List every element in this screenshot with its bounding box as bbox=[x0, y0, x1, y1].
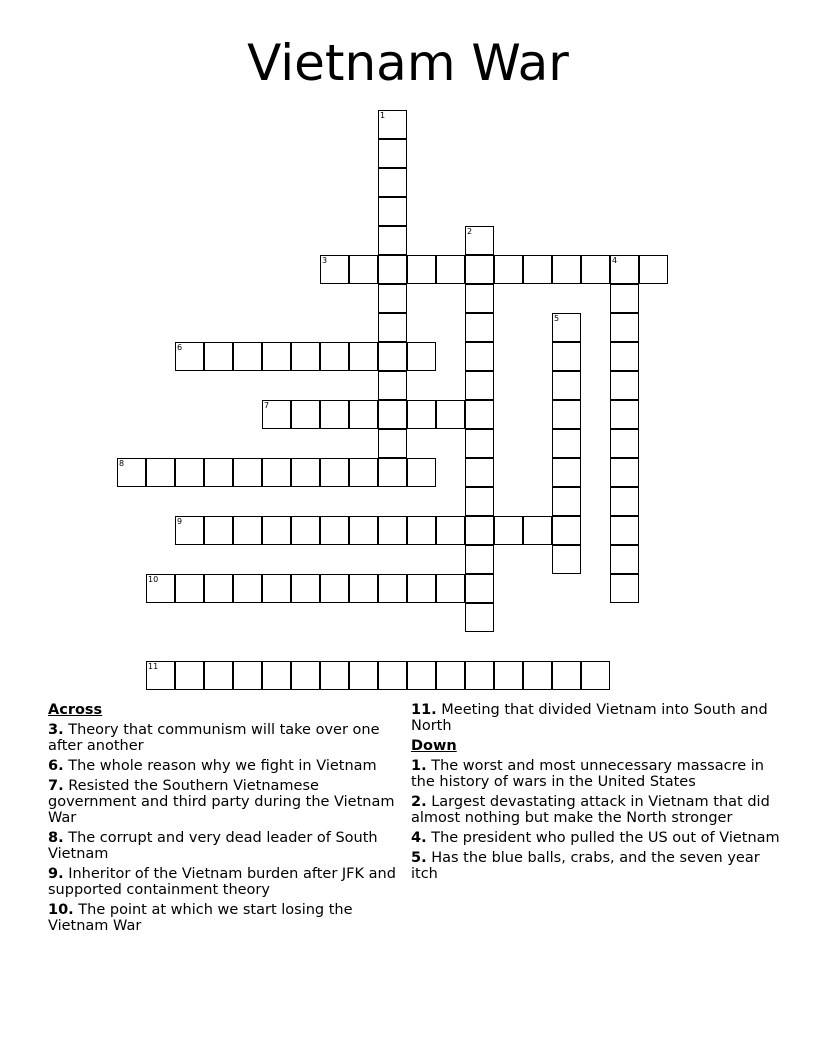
grid-cell[interactable] bbox=[465, 313, 494, 342]
grid-cell[interactable] bbox=[552, 487, 581, 516]
grid-cell[interactable] bbox=[233, 574, 262, 603]
grid-cell[interactable] bbox=[204, 342, 233, 371]
grid-cell[interactable] bbox=[349, 400, 378, 429]
grid-cell[interactable] bbox=[146, 661, 175, 690]
grid-cell[interactable] bbox=[233, 661, 262, 690]
clue-across-9: 9. Inheritor of the Vietnam burden after JFK and supported containment theory bbox=[48, 866, 396, 898]
clue-across-10: 10. The point at which we start losing the Vietnam War bbox=[48, 902, 353, 934]
grid-cell[interactable] bbox=[407, 574, 436, 603]
grid-cell[interactable] bbox=[291, 516, 320, 545]
grid-cell[interactable] bbox=[494, 661, 523, 690]
grid-cell[interactable] bbox=[291, 574, 320, 603]
clues-column-left bbox=[48, 702, 408, 938]
grid-cell[interactable] bbox=[552, 516, 581, 545]
grid-cell[interactable] bbox=[378, 342, 407, 371]
grid-cell[interactable] bbox=[407, 661, 436, 690]
grid-cell[interactable] bbox=[175, 574, 204, 603]
grid-cell[interactable] bbox=[378, 168, 407, 197]
grid-cell[interactable] bbox=[639, 255, 668, 284]
grid-cell[interactable] bbox=[146, 574, 175, 603]
grid-cell[interactable] bbox=[378, 458, 407, 487]
clue-number: 10 bbox=[148, 575, 159, 584]
grid-cell[interactable] bbox=[610, 284, 639, 313]
grid-cell[interactable] bbox=[146, 458, 175, 487]
grid-cell[interactable] bbox=[610, 371, 639, 400]
grid-cell[interactable] bbox=[378, 110, 407, 139]
grid-cell[interactable] bbox=[465, 284, 494, 313]
grid-cell[interactable] bbox=[262, 516, 291, 545]
clue-across-8: 8. The corrupt and very dead leader of South Vietnam bbox=[48, 830, 378, 862]
grid-cell[interactable] bbox=[407, 400, 436, 429]
grid-cell[interactable] bbox=[610, 458, 639, 487]
clue-across-11: 11. Meeting that divided Vietnam into South and North bbox=[411, 702, 768, 734]
clue-number: 7 bbox=[264, 401, 270, 410]
grid-cell[interactable] bbox=[494, 516, 523, 545]
grid-cell[interactable] bbox=[320, 255, 349, 284]
grid-cell[interactable] bbox=[320, 574, 349, 603]
grid-cell[interactable] bbox=[465, 661, 494, 690]
clue-number: 5 bbox=[554, 314, 560, 323]
grid-cell[interactable] bbox=[378, 284, 407, 313]
clue-number: 2 bbox=[467, 227, 473, 236]
grid-cell[interactable] bbox=[610, 516, 639, 545]
grid-cell[interactable] bbox=[349, 574, 378, 603]
grid-cell[interactable] bbox=[610, 342, 639, 371]
grid-cell[interactable] bbox=[349, 516, 378, 545]
grid-cell[interactable] bbox=[407, 458, 436, 487]
grid-cell[interactable] bbox=[494, 255, 523, 284]
clue-down-4: 4. The president who pulled the US out of Vietnam bbox=[411, 830, 780, 846]
grid-cell[interactable] bbox=[175, 516, 204, 545]
grid-cell[interactable] bbox=[378, 574, 407, 603]
grid-cell[interactable] bbox=[465, 400, 494, 429]
grid-cell[interactable] bbox=[465, 226, 494, 255]
clue-number: 8 bbox=[119, 459, 125, 468]
grid-cell[interactable] bbox=[610, 429, 639, 458]
clue-number: 9 bbox=[177, 517, 183, 526]
clue-down-1: 1. The worst and most unnecessary massacre in the history of wars in the United States bbox=[411, 758, 764, 790]
grid-cell[interactable] bbox=[610, 313, 639, 342]
grid-cell[interactable] bbox=[552, 313, 581, 342]
grid-cell[interactable] bbox=[349, 255, 378, 284]
grid-cell[interactable] bbox=[610, 255, 639, 284]
grid-cell[interactable] bbox=[523, 516, 552, 545]
grid-cell[interactable] bbox=[291, 400, 320, 429]
grid-cell[interactable] bbox=[610, 487, 639, 516]
grid-cell[interactable] bbox=[552, 545, 581, 574]
grid-cell[interactable] bbox=[465, 255, 494, 284]
grid-cell[interactable] bbox=[291, 661, 320, 690]
grid-cell[interactable] bbox=[117, 458, 146, 487]
grid-cell[interactable] bbox=[204, 516, 233, 545]
grid-cell[interactable] bbox=[175, 342, 204, 371]
clue-number: 4 bbox=[612, 256, 618, 265]
grid-cell[interactable] bbox=[610, 400, 639, 429]
grid-cell[interactable] bbox=[436, 400, 465, 429]
grid-cell[interactable] bbox=[204, 661, 233, 690]
grid-cell[interactable] bbox=[465, 574, 494, 603]
grid-cell[interactable] bbox=[581, 255, 610, 284]
grid-cell[interactable] bbox=[436, 574, 465, 603]
grid-cell[interactable] bbox=[552, 400, 581, 429]
grid-cell[interactable] bbox=[320, 661, 349, 690]
grid-cell[interactable] bbox=[610, 545, 639, 574]
grid-cell[interactable] bbox=[233, 458, 262, 487]
clue-down-5: 5. Has the blue balls, crabs, and the seven year itch bbox=[411, 850, 760, 882]
grid-cell[interactable] bbox=[378, 371, 407, 400]
grid-cell[interactable] bbox=[465, 342, 494, 371]
grid-cell[interactable] bbox=[378, 139, 407, 168]
grid-cell[interactable] bbox=[407, 342, 436, 371]
grid-cell[interactable] bbox=[610, 574, 639, 603]
grid-cell[interactable] bbox=[233, 342, 262, 371]
grid-cell[interactable] bbox=[581, 661, 610, 690]
grid-cell[interactable] bbox=[523, 661, 552, 690]
grid-cell[interactable] bbox=[378, 516, 407, 545]
grid-cell[interactable] bbox=[175, 458, 204, 487]
grid-cell[interactable] bbox=[465, 487, 494, 516]
grid-cell[interactable] bbox=[175, 661, 204, 690]
page-title: Vietnam War bbox=[247, 34, 569, 92]
grid-cell[interactable] bbox=[262, 458, 291, 487]
clue-across-7: 7. Resisted the Southern Vietnamese government and third party during the Vietnam War bbox=[48, 778, 395, 826]
grid-cell[interactable] bbox=[262, 342, 291, 371]
grid-cell[interactable] bbox=[349, 342, 378, 371]
grid-cell[interactable] bbox=[378, 400, 407, 429]
grid-cell[interactable] bbox=[262, 400, 291, 429]
grid-cell[interactable] bbox=[378, 429, 407, 458]
grid-cell[interactable] bbox=[465, 458, 494, 487]
grid-cell[interactable] bbox=[262, 661, 291, 690]
grid-cell[interactable] bbox=[436, 661, 465, 690]
grid-cell[interactable] bbox=[552, 458, 581, 487]
grid-cell[interactable] bbox=[378, 313, 407, 342]
grid-cell[interactable] bbox=[552, 371, 581, 400]
grid-cell[interactable] bbox=[378, 255, 407, 284]
grid-cell[interactable] bbox=[291, 458, 320, 487]
clue-number: 11 bbox=[148, 662, 159, 671]
clue-across-6: 6. The whole reason why we fight in Vietnam bbox=[48, 758, 377, 774]
grid-cell[interactable] bbox=[378, 661, 407, 690]
grid-cell[interactable] bbox=[320, 342, 349, 371]
down-heading: Down bbox=[411, 738, 457, 754]
clue-down-2: 2. Largest devastating attack in Vietnam that did almost nothing but make the North stronger bbox=[411, 794, 770, 826]
grid-cell[interactable] bbox=[436, 255, 465, 284]
grid-cell[interactable] bbox=[465, 516, 494, 545]
grid-cell[interactable] bbox=[320, 458, 349, 487]
grid-cell[interactable] bbox=[320, 400, 349, 429]
grid-cell[interactable] bbox=[378, 226, 407, 255]
grid-cell[interactable] bbox=[465, 603, 494, 632]
grid-cell[interactable] bbox=[378, 197, 407, 226]
grid-cell[interactable] bbox=[552, 661, 581, 690]
grid-cell[interactable] bbox=[349, 661, 378, 690]
grid-cell[interactable] bbox=[320, 516, 349, 545]
grid-cell[interactable] bbox=[552, 342, 581, 371]
clue-number: 6 bbox=[177, 343, 183, 352]
grid-cell[interactable] bbox=[436, 516, 465, 545]
grid-cell[interactable] bbox=[291, 342, 320, 371]
clue-across-3: 3. Theory that communism will take over one after another bbox=[48, 722, 380, 754]
grid-cell[interactable] bbox=[407, 255, 436, 284]
grid-cell[interactable] bbox=[349, 458, 378, 487]
grid-cell[interactable] bbox=[552, 429, 581, 458]
grid-cell[interactable] bbox=[204, 574, 233, 603]
grid-cell[interactable] bbox=[465, 429, 494, 458]
grid-cell[interactable] bbox=[407, 516, 436, 545]
grid-cell[interactable] bbox=[262, 574, 291, 603]
grid-cell[interactable] bbox=[465, 371, 494, 400]
clue-number: 3 bbox=[322, 256, 328, 265]
grid-cell[interactable] bbox=[552, 255, 581, 284]
grid-cell[interactable] bbox=[465, 545, 494, 574]
across-heading: Across bbox=[48, 702, 103, 718]
clues-column-right bbox=[411, 702, 781, 886]
grid-cell[interactable] bbox=[523, 255, 552, 284]
clue-number: 1 bbox=[380, 111, 386, 120]
grid-cell[interactable] bbox=[204, 458, 233, 487]
grid-cell[interactable] bbox=[233, 516, 262, 545]
